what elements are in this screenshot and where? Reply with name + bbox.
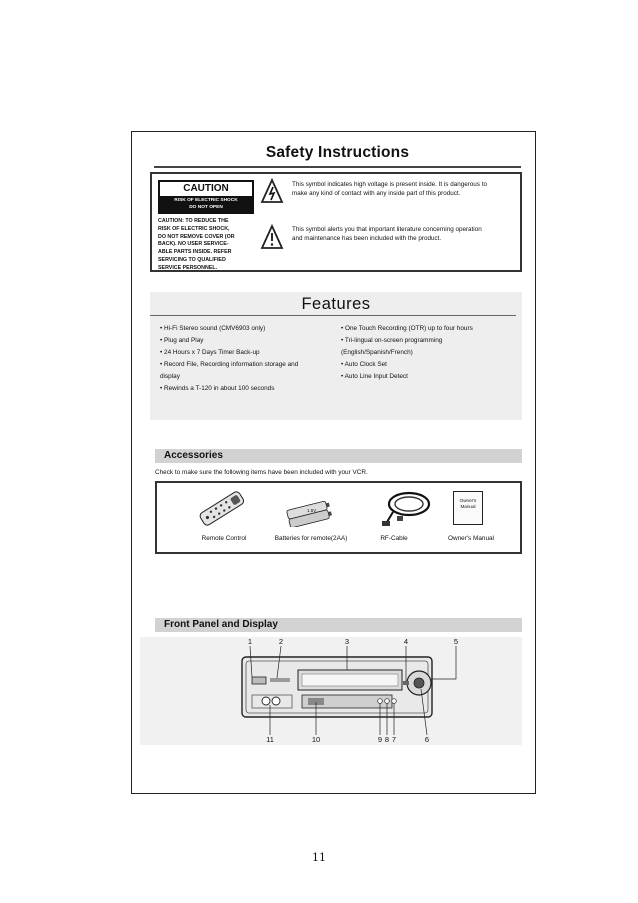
safety-box (150, 172, 522, 272)
accessory-label-manual: Owner's Manual (448, 535, 494, 542)
accessories-title: Accessories (155, 449, 522, 463)
feature-item: (English/Spanish/French) (341, 349, 413, 356)
battery-voltage: 1.5V (307, 508, 317, 513)
features-divider (150, 315, 516, 316)
caution-text: CAUTION: TO REDUCE THE RISK OF ELECTRIC SHOCK, DO NOT REMOVE COVER (OR BACK). NO USER SERVICE- ABLE PARTS INSIDE. REFER SERVICING TO QUALIFIED SERVICE PERSONNEL. (158, 218, 235, 271)
accessories-note: Check to make sure the following items have been included with your VCR. (155, 469, 368, 476)
feature-item: • Auto Clock Set (341, 361, 387, 368)
owners-manual-icon (453, 491, 483, 525)
features-title: Features (301, 295, 371, 313)
features-panel (150, 292, 522, 420)
manual-cover-line2: Manual (460, 504, 476, 509)
page-number: 11 (312, 851, 326, 864)
callout-8: 8 (384, 735, 390, 744)
feature-item: • Rewinds a T-120 in about 100 seconds (160, 385, 275, 392)
manual-page-frame (131, 131, 536, 794)
features-right-list (341, 323, 473, 383)
caution-band (160, 196, 252, 212)
feature-item: display (160, 373, 180, 380)
callout-5: 5 (453, 637, 459, 646)
callout-9: 9 (377, 735, 383, 744)
rf-cable-icon (379, 488, 435, 530)
callout-6: 6 (424, 735, 430, 744)
symbol1-line2: make any kind of contact with any inside part of this product. (292, 190, 461, 197)
exclamation-warning-icon (260, 224, 284, 250)
feature-item: • Tri-lingual on-screen programming (341, 337, 443, 344)
accessory-label-batteries: Batteries for remote(2AA) (274, 535, 348, 542)
vcr-front-panel-diagram (140, 637, 522, 745)
caution-heading: CAUTION (183, 183, 229, 194)
accessory-label-rf-cable: RF-Cable (380, 535, 408, 542)
front-panel-area (140, 637, 522, 745)
lightning-warning-icon (260, 178, 284, 204)
callout-7: 7 (391, 735, 397, 744)
callout-4: 4 (403, 637, 409, 646)
remote-control-icon (193, 488, 249, 530)
manual-cover-line1: Owner's (459, 498, 477, 503)
feature-item: • Hi-Fi Stereo sound (CMV6903 only) (160, 325, 266, 332)
feature-item: • Record File, Recording information storage and (160, 361, 299, 368)
accessories-box (155, 481, 522, 554)
symbol1-text (292, 180, 522, 198)
callout-3: 3 (344, 637, 350, 646)
feature-item: • One Touch Recording (OTR) up to four hours (341, 325, 473, 332)
caution-label (158, 180, 254, 214)
caution-band-line2: DO NOT OPEN (189, 205, 223, 210)
caution-band-line1: RISK OF ELECTRIC SHOCK (174, 198, 238, 203)
feature-item: • 24 Hours x 7 Days Timer Back-up (160, 349, 260, 356)
callout-10: 10 (311, 735, 321, 744)
callout-11: 11 (266, 735, 274, 744)
callout-1: 1 (247, 637, 253, 646)
symbol1-line1: This symbol indicates high voltage is present inside. It is dangerous to (292, 181, 487, 188)
symbol2-line1: This symbol alerts you that important literature concerning operation (292, 226, 482, 233)
feature-item: • Plug and Play (160, 337, 204, 344)
front-panel-title: Front Panel and Display (155, 618, 522, 632)
batteries-icon (285, 501, 335, 527)
symbol2-line2: and maintenance has been included with the product. (292, 235, 442, 242)
feature-item: • Auto Line Input Detect (341, 373, 408, 380)
symbol2-text (292, 225, 522, 243)
accessory-label-remote: Remote Control (201, 535, 247, 542)
safety-title: Safety Instructions (154, 144, 521, 168)
callout-2: 2 (278, 637, 284, 646)
features-left-list (160, 323, 298, 395)
